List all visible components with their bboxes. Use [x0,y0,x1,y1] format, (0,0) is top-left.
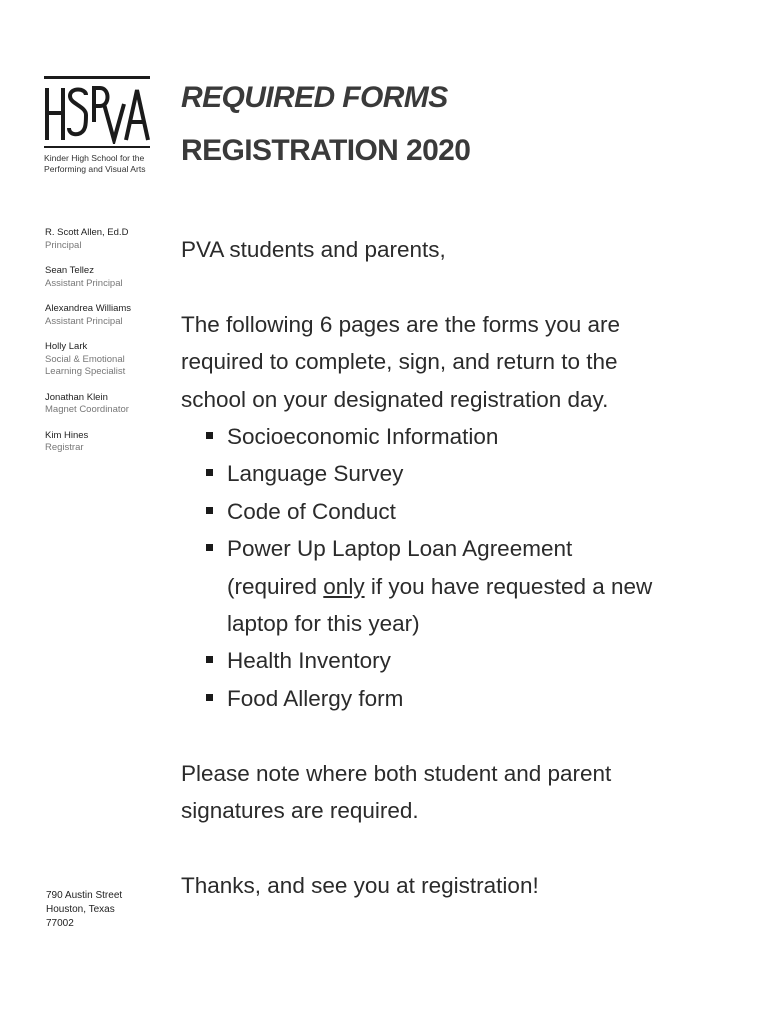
address-city: Houston, Texas [46,904,115,915]
form-name: Food Allergy form [227,685,404,711]
staff-entry [45,265,170,290]
bullet-square-icon [206,507,213,514]
spacer [181,268,741,305]
staff-name: Kim Hines [45,429,89,441]
staff-entry [45,392,170,417]
staff-name: Holly Lark [45,341,88,352]
form-name: Power Up Laptop Loan Agreement [227,536,573,562]
signature-note-line: signatures are required. [181,798,419,824]
letter-greeting: PVA students and parents, [181,237,446,262]
letter-body [181,231,741,904]
bullet-square-icon [206,432,213,439]
form-name: Health Inventory [227,648,391,674]
staff-name: Alexandrea Williams [45,303,132,314]
staff-role: Social & Emotional [45,353,125,365]
logo-caption [44,153,152,175]
list-item [204,418,741,455]
logo-caption-line: Kinder High School for the [44,153,145,163]
laptop-note-emphasis: only [323,573,365,599]
address-zip: 77002 [46,918,74,929]
spacer [181,829,741,866]
staff-entry [45,430,170,455]
staff-role: Principal [45,239,82,251]
form-name: Code of Conduct [227,498,396,524]
staff-entry [45,227,170,252]
bullet-square-icon [206,469,213,476]
intro-line: The following 6 pages are the forms you are [181,311,620,337]
staff-directory [45,227,170,468]
list-item [204,642,741,679]
laptop-note [227,568,741,605]
staff-entry [45,303,170,328]
hspva-wordmark [44,82,152,144]
list-item [204,455,741,492]
logo-top-rule [44,76,150,79]
intro-line: required to complete, sign, and return to the [181,349,618,375]
staff-entry [45,341,170,379]
staff-name: R. Scott Allen, Ed.D [45,227,129,238]
list-item [204,680,741,717]
required-forms-list [181,418,741,717]
laptop-note-post: if you have requested a new [364,573,653,599]
letter-intro [181,306,741,418]
staff-role: Magnet Coordinator [45,404,129,415]
laptop-note-line2: laptop for this year) [227,611,420,637]
address-street: 790 Austin Street [46,890,123,901]
signature-note-line: Please note where both student and parent [181,760,612,786]
school-logo [44,76,152,175]
staff-name: Jonathan Klein [45,391,108,403]
page-subtitle: REGISTRATION 2020 [181,134,471,167]
staff-role: Assistant Principal [45,315,123,327]
spacer [181,717,741,754]
signature-note [181,755,741,830]
logo-bottom-rule [44,146,150,148]
bullet-square-icon [206,656,213,663]
letter-closing: Thanks, and see you at registration! [181,872,539,898]
school-address [46,889,122,931]
laptop-note-pre: (required [227,573,324,599]
form-name: Language Survey [227,461,404,487]
list-item [204,493,741,530]
staff-role: Registrar [45,442,84,453]
staff-role: Learning Specialist [45,366,126,377]
form-name: Socioeconomic Information [227,424,499,450]
bullet-square-icon [206,544,213,551]
staff-role: Assistant Principal [45,277,123,289]
list-item [204,530,741,642]
page-title: REQUIRED FORMS [181,81,448,114]
bullet-square-icon [206,694,213,701]
logo-caption-line: Performing and Visual Arts [44,164,146,174]
staff-name: Sean Tellez [45,265,94,276]
intro-line: school on your designated registration day. [181,386,609,412]
